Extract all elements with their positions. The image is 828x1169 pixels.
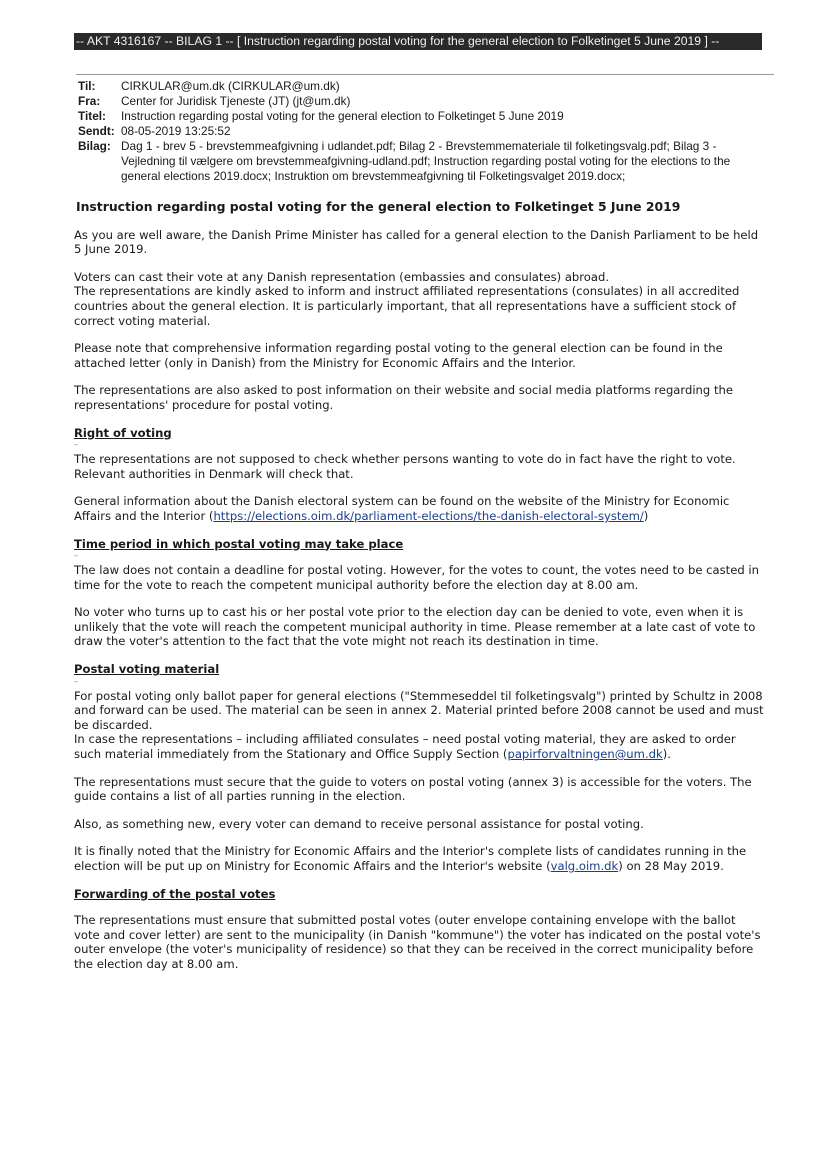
document-id-bar: -- AKT 4316167 -- BILAG 1 -- [ Instruction regarding postal voting for the general election to Folketinget 5 June 2019 ] --	[74, 33, 762, 50]
postal-material-paragraph-1	[74, 689, 764, 762]
section-heading-forwarding: Forwarding of the postal votes	[74, 886, 276, 901]
dash-mark: –	[74, 551, 79, 562]
dash-mark: –	[74, 440, 79, 451]
time-period-paragraph-1: The law does not contain a deadline for postal voting. However, for the votes to count, the votes need to be casted in time for the vote to reach the competent municipal authority before the election day at 8.00 am.	[74, 563, 759, 592]
sendt-label: Sendt:	[78, 124, 115, 138]
section-heading-right-of-voting: Right of voting	[74, 425, 172, 440]
intro-paragraph-1: As you are well aware, the Danish Prime Minister has called for a general election to the Danish Parliament to be held 5 June 2019.	[74, 227, 759, 257]
right-of-voting-text: General information about the Danish electoral system can be found on the website of the Ministry for Economic Affairs and the Interior (	[74, 494, 730, 523]
titel-value: Instruction regarding postal voting for the general election to Folketinget 5 June 2019	[121, 109, 564, 123]
dash-mark	[74, 902, 764, 911]
section-heading-time-period: Time period in which postal voting may take place	[74, 536, 404, 551]
header-row-til	[78, 79, 768, 94]
header-row-titel	[78, 109, 768, 124]
postal-material-paragraph-2: The representations must secure that the guide to voters on postal voting (annex 3) is accessible for the voters. The guide contains a list of all parties running in the election.	[74, 774, 752, 804]
fra-label: Fra:	[78, 94, 101, 108]
time-period-paragraph-2: No voter who turns up to cast his or her postal vote prior to the election day can be denied to vote, even when it is unlikely that the vote will reach the competent municipal authority in time. Please remember at a late cast of vote to draw the voter's attention to the fact that the vote might not reach its destination in time.	[74, 605, 756, 649]
right-of-voting-paragraph-2	[74, 494, 764, 523]
intro-paragraph-2a: Voters can cast their vote at any Danish representation (embassies and consulates) abroad.	[74, 269, 610, 284]
header-row-bilag	[78, 139, 768, 184]
til-value: CIRKULAR@um.dk (CIRKULAR@um.dk)	[121, 79, 340, 93]
postal-material-paragraph-1b: In case the representations – including affiliated consulates – need postal voting material, they are asked to order such material immediately from the Stationary and Office Supply Section (	[74, 732, 736, 762]
right-of-voting-paragraph-1: The representations are not supposed to check whether persons wanting to vote do in fact have the right to vote. Relevant authorities in Denmark will check that.	[74, 452, 736, 481]
intro-paragraph-2	[74, 270, 764, 328]
intro-paragraph-3: Please note that comprehensive information regarding postal voting to the general election can be found in the attached letter (only in Danish) from the Ministry for Economic Affairs and the Interior.	[74, 341, 723, 370]
bilag-value: Dag 1 - brev 5 - brevstemmeafgivning i udlandet.pdf; Bilag 2 - Brevstemmemateriale til folketingsvalg.pdf; Bilag 3 - Vejledning til vælgere om brevstemmeafgivning-udland.pdf; Instruction regarding postal voting for the elections to the general elections 2019.docx; Instruktion om brevstemmeafgivning til Folketingsvalget 2019.docx;	[121, 139, 731, 183]
header-row-fra	[78, 94, 768, 109]
papirforvaltningen-email-link[interactable]: papirforvaltningen@um.dk	[507, 747, 663, 762]
postal-material-paragraph-3: Also, as something new, every voter can demand to receive personal assistance for postal voting.	[74, 816, 644, 831]
section-heading-postal-material: Postal voting material	[74, 662, 220, 677]
email-header	[78, 79, 768, 184]
til-label: Til:	[78, 79, 96, 93]
postal-material-paragraph-4-text: It is finally noted that the Ministry for Economic Affairs and the Interior's complete lists of candidates running in the election will be put up on Ministry for Economic Affairs and the Interior's website (	[74, 844, 747, 873]
forwarding-paragraph-1: The representations must ensure that submitted postal votes (outer envelope containing envelope with the ballot vote and cover letter) are sent to the municipality (in Danish "kommune") the voter has indicated on the postal vote's outer envelope (the voter's municipality of residence) so that they can be received in the correct municipality before the election day at 8.00 am.	[74, 913, 761, 971]
right-of-voting-end: )	[643, 508, 649, 523]
dash-mark: –	[74, 676, 79, 687]
postal-material-paragraph-1b-end: ).	[662, 747, 671, 762]
intro-paragraph-2b: The representations are kindly asked to inform and instruct affiliated representations (consulates) in all accredited countries about the general election. It is particularly important, that all representations have a sufficient stock of correct voting material.	[74, 284, 740, 328]
fra-value: Center for Juridisk Tjeneste (JT) (jt@um.dk)	[121, 94, 351, 108]
intro-paragraph-4: The representations are also asked to post information on their website and social media platforms regarding the representations' procedure for postal voting.	[74, 383, 733, 412]
postal-material-paragraph-4-end: ) on 28 May 2019.	[618, 859, 724, 873]
document-title: Instruction regarding postal voting for the general election to Folketinget 5 June 2019	[76, 199, 681, 214]
header-row-sendt	[78, 124, 768, 139]
electoral-system-link[interactable]: https://elections.oim.dk/parliament-elections/the-danish-electoral-system/	[213, 508, 644, 523]
valg-oim-link[interactable]: valg.oim.dk	[550, 859, 619, 873]
postal-material-paragraph-4	[74, 844, 764, 873]
document-body	[74, 200, 764, 985]
header-rule	[76, 74, 774, 75]
postal-material-paragraph-1a: For postal voting only ballot paper for general elections ("Stemmeseddel til folketingsvalg") printed by Schultz in 2008 and forward can be used. The material can be seen in annex 2. Material printed before 2008 cannot be used and must be discarded.	[74, 688, 764, 732]
sendt-value: 08-05-2019 13:25:52	[121, 124, 231, 138]
bilag-label: Bilag:	[78, 139, 111, 153]
titel-label: Titel:	[78, 109, 106, 123]
